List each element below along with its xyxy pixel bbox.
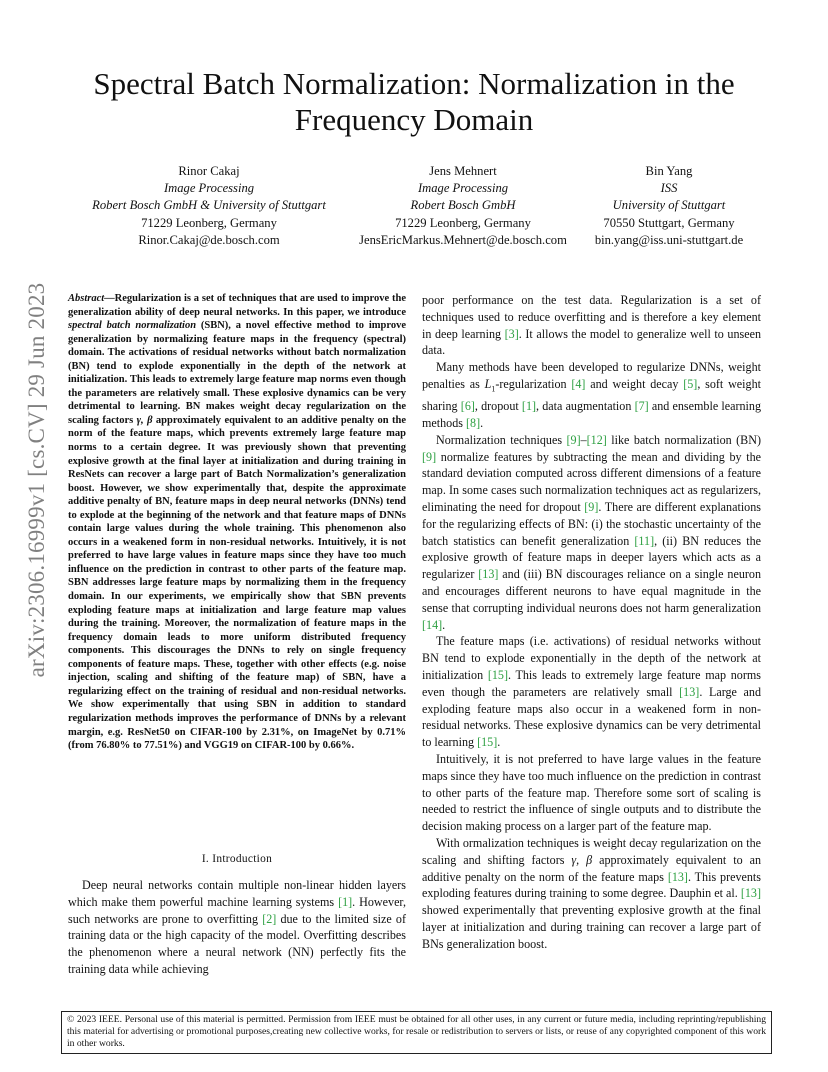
- citation-link[interactable]: [13]: [679, 684, 700, 699]
- text: . This leads to extremely large feature map norms even though the parameters are relatively small: [422, 667, 761, 699]
- citation-link[interactable]: [3]: [504, 326, 519, 341]
- text: due to the limited size of training data or the high capacity of the model. Overfitting describes the phenomenon where a neural network (NN) perfectly fits the training data while achieving: [68, 911, 406, 976]
- text: .: [442, 617, 446, 632]
- author-org: University of Stuttgart: [612, 198, 726, 213]
- text: and weight decay: [585, 376, 684, 391]
- citation-link[interactable]: [15]: [477, 735, 498, 750]
- author-org: Robert Bosch GmbH & University of Stuttgart: [92, 198, 326, 213]
- text: . There are different explanations for the regularizing effects of BN: (i) the stochastic uncertainty of the batch statistics can benefit generalization: [422, 499, 761, 548]
- citation-link[interactable]: [13]: [740, 886, 761, 901]
- text: , data augmentation: [536, 399, 635, 414]
- paragraph: [422, 835, 761, 953]
- text: Many methods have been developed to regularize DNNs, weight penalties as: [422, 360, 761, 391]
- citation-link[interactable]: [9]: [584, 499, 599, 514]
- author-name: Bin Yang: [645, 164, 693, 178]
- abstract-text-1: Regularization is a set of techniques that are used to improve the generalization ability of deep neural networks. In this paper, we introduce: [68, 293, 406, 318]
- author-address: 70550 Stuttgart, Germany: [603, 215, 735, 230]
- author-email[interactable]: bin.yang@iss.uni-stuttgart.de: [594, 232, 744, 247]
- abstract: [68, 292, 406, 753]
- text: approximately equivalent to an additive penalty on the norm of the feature maps: [422, 852, 762, 884]
- abstract-label: Abstract: [68, 293, 105, 304]
- author-email[interactable]: JensEricMarkus.Mehnert@de.bosch.com: [359, 232, 567, 247]
- text: Normalization techniques: [436, 432, 567, 447]
- text: poor performance on the test data. Regularization is a set of techniques used to reduce overfitting and is therefore a key element in deep learning: [422, 293, 761, 341]
- text: and (iii) BN discourages reliance on a single neuron and encourages different neurons to have equal magnitude in the sense that corrupting individual neurons does not harm generalization: [422, 567, 761, 615]
- text: . However, such networks are prone to overfitting: [68, 894, 406, 926]
- author-address: 71229 Leonberg, Germany: [395, 215, 531, 230]
- arxiv-stamp: arXiv:2306.16999v1 [cs.CV] 29 Jun 2023: [24, 282, 49, 678]
- author-dept: Image Processing: [417, 181, 509, 196]
- author-name: Jens Mehnert: [429, 164, 497, 178]
- citation-link[interactable]: [12]: [586, 432, 607, 447]
- math-symbol: L: [484, 376, 492, 391]
- citation-link[interactable]: [7]: [634, 399, 649, 414]
- abstract-math: γ, β: [136, 414, 153, 426]
- author-block-2: [345, 163, 581, 249]
- paper-title: [40, 66, 788, 138]
- citation-link[interactable]: [9]: [422, 449, 437, 464]
- citation-link[interactable]: [1]: [521, 399, 537, 414]
- paragraph: [422, 292, 761, 359]
- title-line-1: Spectral Batch Normalization: Normalization in the: [93, 66, 735, 101]
- paragraph: [422, 432, 761, 634]
- author-dept: Image Processing: [163, 181, 255, 196]
- text: . Large and exploding feature maps also occur in a weakened form in non-residual networks. These explosive dynamics can be very detrimental to learning: [422, 684, 761, 750]
- author-org: Robert Bosch GmbH: [410, 198, 516, 213]
- math-symbol: γ, β: [571, 852, 593, 867]
- citation-link[interactable]: [14]: [422, 617, 443, 632]
- text: Deep neural networks contain multiple non-linear hidden layers which make them powerful machine learning systems: [68, 878, 406, 909]
- paragraph: [422, 359, 761, 432]
- text: , (ii) BN reduces the explosive growth of feature maps in deeper layers which acts as a regularizer: [422, 533, 761, 582]
- author-name: Rinor Cakaj: [178, 164, 240, 178]
- text: .: [497, 735, 501, 750]
- citation-link[interactable]: [11]: [634, 533, 655, 548]
- title-line-2: Frequency Domain: [294, 102, 534, 137]
- text: , soft weight sharing: [422, 376, 761, 414]
- author-address: 71229 Leonberg, Germany: [141, 215, 277, 230]
- paragraph: [422, 751, 761, 835]
- text: -regularization: [495, 376, 572, 391]
- text: The feature maps (i.e. activations) of residual networks without BN tend to explode exponentially in the depth of the network at initialization: [422, 634, 761, 682]
- intro-paragraph: [68, 877, 406, 978]
- text: . It allows the model to generalize well to unseen data.: [422, 326, 761, 358]
- text: With ormalization techniques is weight decay regularization on the scaling and shifting factors: [422, 835, 761, 867]
- section-heading-introduction: I. Introduction: [201, 853, 273, 865]
- citation-link[interactable]: [6]: [460, 399, 475, 414]
- left-column-intro: [68, 877, 406, 978]
- text: normalize features by subtracting the mean and dividing by the standard deviation computed across different dimensions of a feature map. In some cases such normalization techniques act as regularizers, eliminating the need for dropout: [422, 449, 761, 514]
- citation-link[interactable]: [2]: [262, 911, 277, 926]
- author-block-3: [583, 163, 755, 249]
- copyright-notice: © 2023 IEEE. Personal use of this material is permitted. Permission from IEEE must be obtained for all other uses, in any current or future media, including reprinting/republishing this material for advertising or promotional purposes,creating new collective works, for resale or redistribution to servers or lists, or reuse of any copyrighted component of this work in other works.: [61, 1011, 772, 1054]
- text: –: [580, 432, 587, 447]
- citation-link[interactable]: [13]: [478, 567, 499, 582]
- abstract-text-3: approximately equivalent to an additive penalty on the norm of the feature maps, which prevents extremely large feature map norms to a certain degree. It was previously shown that preventing explosive growth at the final layer at initialization and during training in ResNets can recover a large part of Batch Normalization’s generalization boost. However, we show experimentally that, despite the approximate additive penalty of BN, feature maps in deep neural networks (DNNs) tend to explode at the beginning of the network and that feature maps of DNNs contain large values during the whole training. This phenomenon also occurs in a weakened form in non-residual networks. Intuitively, it is not preferred to have large values in feature maps since they have too much influence on the prediction in contrast to other parts of the feature map. SBN addresses large feature maps by normalizing them in the frequency domain. In our experiments, we empirically show that SBN prevents exploding feature maps at initialization and large feature map values during the training. Moreover, the normalization of feature maps in the frequency domain leads to more uniform distributed frequency components. This discourages the DNNs to rely on single frequency components of feature maps. These, together with other effects (e.g. noise injection, scaling and shifting of the feature map) of SBN, have a regularizing effect on the training of residual and non-residual networks. We show experimentally that using SBN in addition to standard regularization methods improves the performance of DNNs by a relevant margin, e.g. ResNet50 on CIFAR-100 by 2.31%, on ImageNet by 0.71% (from 76.80% to 77.51%) and VGG19 on CIFAR-100 by 0.66%.: [68, 414, 406, 752]
- abstract-text-2: (SBN), a novel effective method to improve generalization by normalizing feature maps in the frequency (spectral) domain. The activations of residual networks without batch normalization (BN) tend to explode exponentially in the depth of the network at initialization. This leads to extremely large feature map norms even though the parameters are relatively small. These explosive dynamics can be very detrimental to learning. BN makes weight decay regularization on the scaling factors: [68, 320, 406, 426]
- paragraph: [422, 633, 761, 751]
- right-column: [422, 292, 761, 952]
- text: . This prevents exploding features during training to some degree. Dauphin et al.: [422, 869, 762, 901]
- author-email[interactable]: Rinor.Cakaj@de.bosch.com: [138, 232, 280, 247]
- citation-link[interactable]: [8]: [466, 415, 481, 430]
- citation-link[interactable]: [9]: [566, 432, 581, 447]
- text: showed experimentally that preventing explosive growth at the final layer at initialization and during training can recover a large part of BNs generalization boost.: [422, 903, 761, 951]
- text: and ensemble learning methods: [422, 399, 761, 430]
- citation-link[interactable]: [5]: [683, 376, 698, 391]
- abstract-emphasis: spectral batch normalization: [68, 320, 197, 332]
- text: like batch normalization (BN): [606, 432, 761, 447]
- citation-link[interactable]: [1]: [338, 894, 353, 909]
- author-block-1: [70, 163, 348, 249]
- text: Intuitively, it is not preferred to have large values in the feature maps since they have too much influence on the prediction in contrast to other parts of the feature map. Therefore some sort of scaling is needed to restrict the influence of single outputs and to distribute the decision making process on a larger part of the feature map.: [422, 751, 761, 834]
- citation-link[interactable]: [15]: [487, 667, 508, 682]
- text: , dropout: [474, 399, 522, 414]
- abstract-dash: —: [104, 293, 115, 304]
- citation-link[interactable]: [4]: [571, 376, 586, 391]
- author-dept: ISS: [660, 181, 678, 196]
- text: .: [480, 415, 484, 430]
- math-subscript: 1: [491, 384, 496, 394]
- citation-link[interactable]: [13]: [667, 869, 688, 884]
